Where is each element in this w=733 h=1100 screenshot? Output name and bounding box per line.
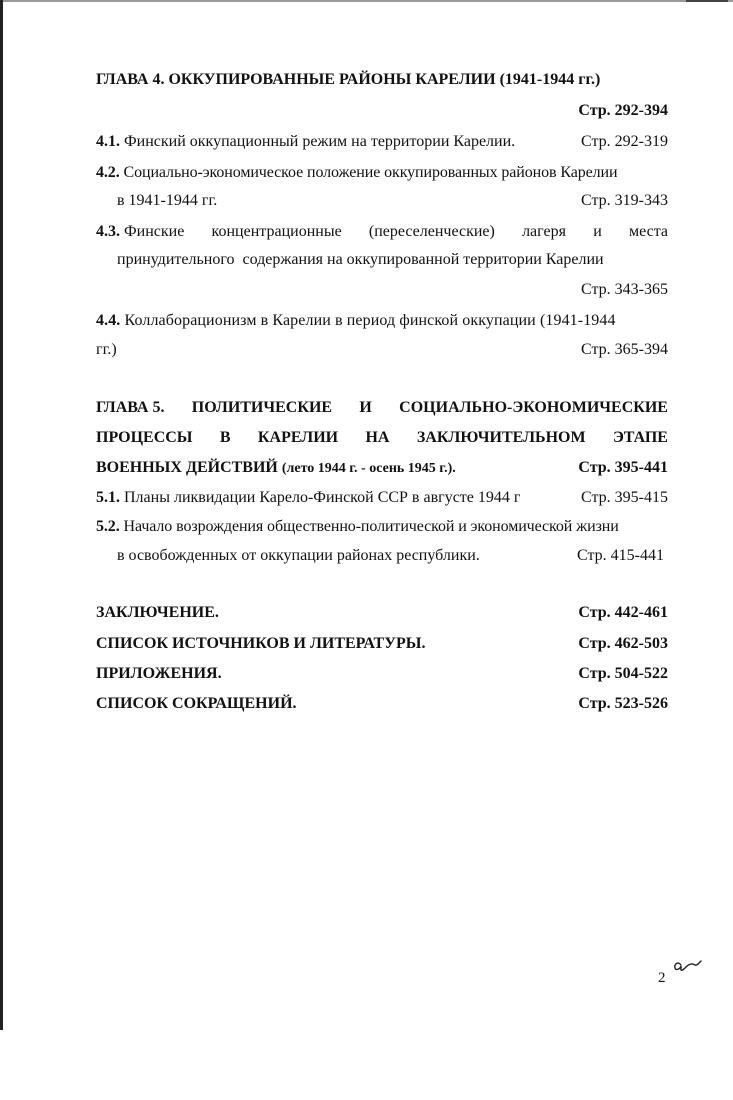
chapter-4-pages: Стр. 292-394: [578, 102, 668, 119]
scan-border-left: [0, 0, 3, 1030]
page-number: 2: [658, 970, 666, 986]
scan-mark-top-right: [686, 0, 728, 2]
section-5-1: 5.1. Планы ликвидации Карело-Финской ССР в августе 1944 г Стр. 395-415: [96, 486, 668, 510]
section-4-4-pages: Стр. 365-394: [581, 341, 668, 358]
chapter-5-title-line3: ВОЕННЫХ ДЕЙСТВИЙ (лето 1944 г. - осень 1945 г.). Стр. 395-441: [96, 456, 668, 481]
back-matter-appendices: ПРИЛОЖЕНИЯ. Стр. 504-522: [96, 665, 668, 682]
section-5-2-pages: Стр. 415-441: [577, 547, 664, 564]
section-4-1-pages: Стр. 292-319: [581, 133, 668, 150]
section-4-2-pages: Стр. 319-343: [581, 192, 668, 209]
chapter-5-pages: Стр. 395-441: [578, 459, 668, 476]
section-4-2-line2: в 1941-1944 гг. Стр. 319-343: [96, 189, 668, 213]
back-matter-sources: СПИСОК ИСТОЧНИКОВ И ЛИТЕРАТУРЫ. Стр. 462-503: [96, 635, 668, 652]
section-4-3-pages: Стр. 343-365: [581, 281, 668, 298]
section-5-2-line2: в освобожденных от оккупации районах республики. Стр. 415-441: [96, 544, 668, 568]
section-5-1-pages: Стр. 395-415: [581, 489, 668, 506]
chapter-4-title: ГЛАВА 4. ОККУПИРОВАННЫЕ РАЙОНЫ КАРЕЛИИ (1941-1944 гг.): [96, 71, 601, 88]
chapter-5-title-line2: ПРОЦЕССЫ В КАРЕЛИИ НА ЗАКЛЮЧИТЕЛЬНОМ ЭТАПЕ: [96, 429, 668, 446]
back-matter-abbreviations: СПИСОК СОКРАЩЕНИЙ. Стр. 523-526: [96, 695, 668, 712]
section-4-1-entry: 4.1. Финский оккупационный режим на территории Карелии.: [96, 133, 516, 150]
back-matter-conclusion: ЗАКЛЮЧЕНИЕ. Стр. 442-461: [96, 604, 668, 621]
section-4-1: [96, 130, 668, 154]
section-4-4-line2: гг.) Стр. 365-394: [96, 338, 668, 362]
handwritten-initial-mark: [672, 954, 702, 976]
section-4-3-line2: принудительного содержания на оккупированной территории Карелии: [117, 251, 604, 268]
section-4-2-line1: 4.2. Социально-экономическое положение оккупированных районов Карелии: [96, 164, 618, 181]
chapter-5-title-line1: ГЛАВА 5. ПОЛИТИЧЕСКИЕ И СОЦИАЛЬНО-ЭКОНОМИЧЕСКИЕ: [96, 399, 668, 416]
section-5-2-line1: 5.2. Начало возрождения общественно-политической и экономической жизни: [96, 518, 619, 535]
scan-border-top: [0, 0, 733, 2]
section-4-4-line1: 4.4. Коллаборационизм в Карелии в период финской оккупации (1941-1944: [96, 312, 616, 329]
section-4-3-line1: 4.3. Финские концентрационные (переселенческие) лагеря и места: [96, 223, 668, 240]
